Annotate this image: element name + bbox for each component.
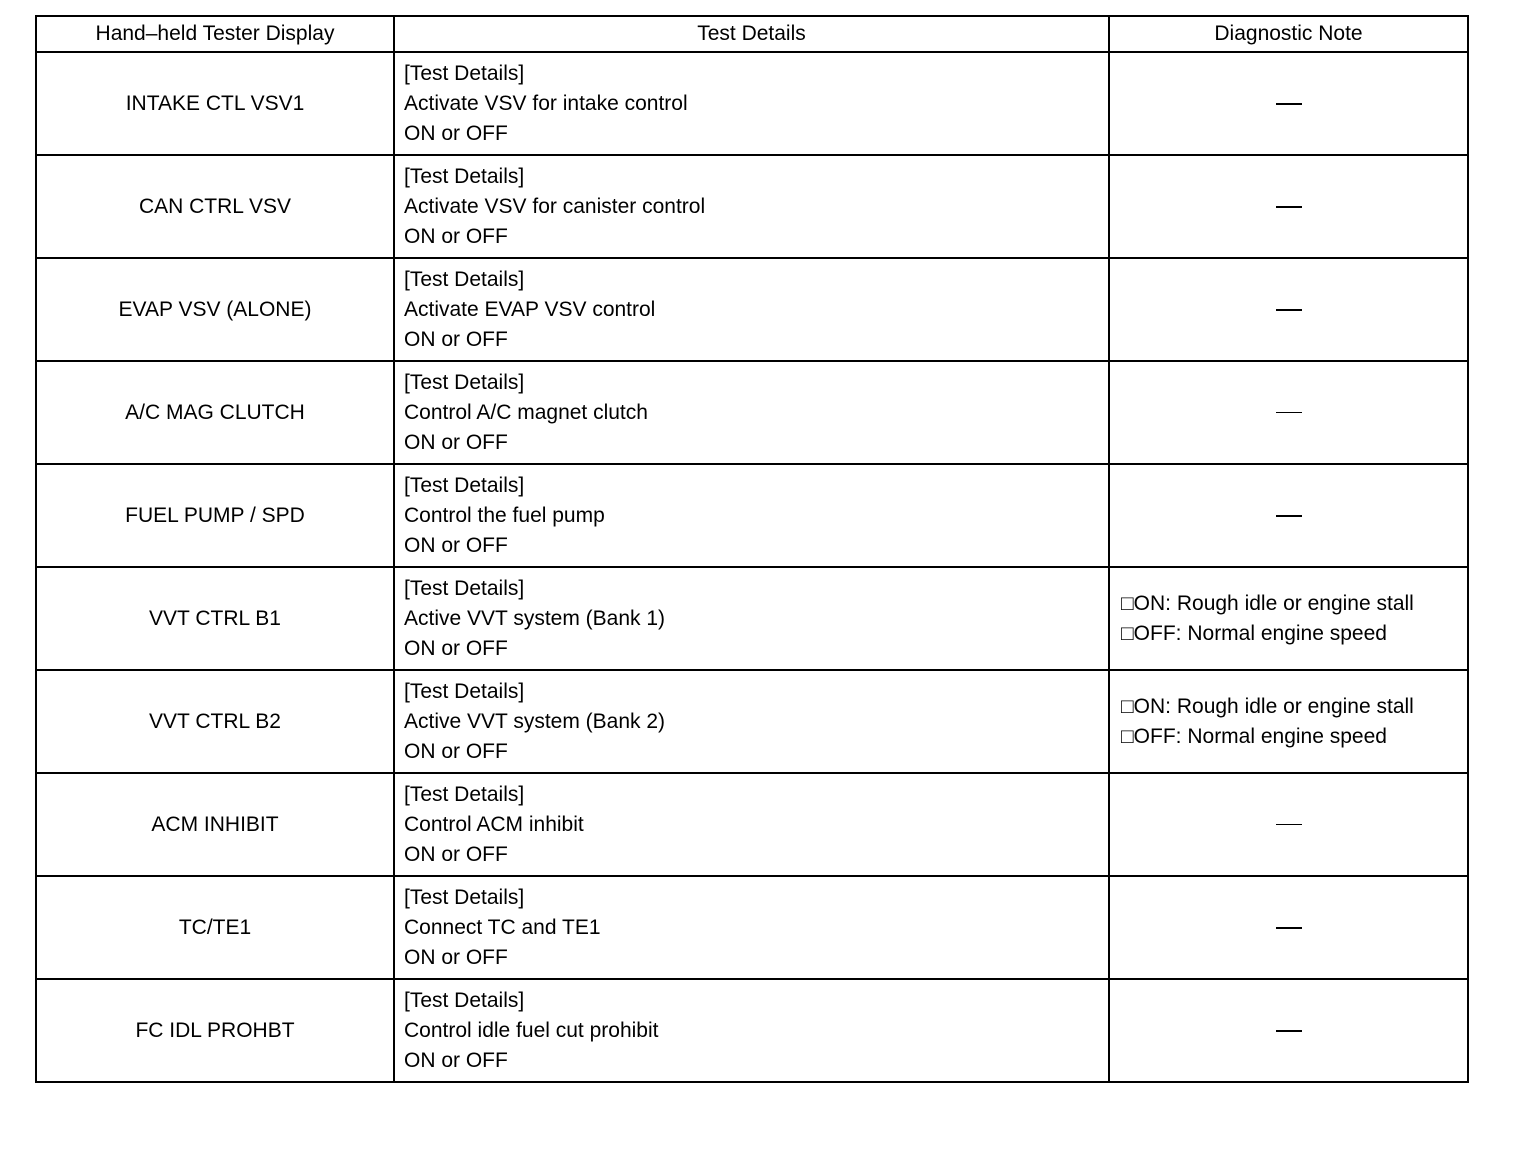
- table-body: [36, 52, 1468, 1082]
- test-details-line: Control the fuel pump: [404, 503, 605, 527]
- tester-display-cell: INTAKE CTL VSV1: [36, 52, 394, 155]
- test-details-line: [Test Details]: [404, 164, 525, 188]
- tester-display-cell: TC/TE1: [36, 876, 394, 979]
- test-details-line: Control idle fuel cut prohibit: [404, 1018, 659, 1042]
- test-details-cell: [394, 361, 1109, 464]
- diagnostic-note-line: □ON: Rough idle or engine stall: [1121, 591, 1414, 615]
- test-details-line: Activate EVAP VSV control: [404, 297, 656, 321]
- test-details-line: [Test Details]: [404, 473, 525, 497]
- tester-display-cell: VVT CTRL B1: [36, 567, 394, 670]
- test-details-line: Activate VSV for canister control: [404, 194, 706, 218]
- table-row: [36, 258, 1468, 361]
- no-note-dash: [1276, 309, 1302, 311]
- table-row: [36, 361, 1468, 464]
- test-details-line: [Test Details]: [404, 679, 525, 703]
- table-row: [36, 155, 1468, 258]
- tester-display-cell: FC IDL PROHBT: [36, 979, 394, 1082]
- test-details-line: [Test Details]: [404, 267, 525, 291]
- test-details-line: ON or OFF: [404, 121, 508, 145]
- active-test-table: [35, 15, 1469, 1083]
- diagnostic-note-cell: [1109, 155, 1468, 258]
- tester-display-cell: EVAP VSV (ALONE): [36, 258, 394, 361]
- no-note-dash: [1276, 412, 1302, 413]
- diagnostic-note-cell: [1109, 464, 1468, 567]
- test-details-line: ON or OFF: [404, 842, 508, 866]
- test-details-line: ON or OFF: [404, 533, 508, 557]
- header-diagnostic-note: Diagnostic Note: [1109, 16, 1468, 52]
- test-details-line: Control A/C magnet clutch: [404, 400, 648, 424]
- no-note-dash: [1276, 515, 1302, 517]
- no-note-dash: [1276, 824, 1302, 825]
- test-details-cell: [394, 155, 1109, 258]
- test-details-cell: [394, 773, 1109, 876]
- diagnostic-note-cell: [1109, 876, 1468, 979]
- test-details-line: ON or OFF: [404, 430, 508, 454]
- table-row: [36, 773, 1468, 876]
- tester-display-cell: VVT CTRL B2: [36, 670, 394, 773]
- table-row: [36, 567, 1468, 670]
- table-row: [36, 876, 1468, 979]
- test-details-line: ON or OFF: [404, 636, 508, 660]
- test-details-line: Active VVT system (Bank 2): [404, 709, 666, 733]
- table-row: [36, 670, 1468, 773]
- test-details-line: ON or OFF: [404, 739, 508, 763]
- test-details-line: Control ACM inhibit: [404, 812, 584, 836]
- tester-display-cell: FUEL PUMP / SPD: [36, 464, 394, 567]
- diagnostic-note-cell: [1109, 979, 1468, 1082]
- header-tester-display: Hand–held Tester Display: [36, 16, 394, 52]
- test-details-cell: [394, 464, 1109, 567]
- test-details-line: ON or OFF: [404, 945, 508, 969]
- diagnostic-note-cell: [1109, 670, 1468, 773]
- test-details-cell: [394, 567, 1109, 670]
- test-details-line: [Test Details]: [404, 988, 525, 1012]
- test-details-line: ON or OFF: [404, 1048, 508, 1072]
- test-details-cell: [394, 876, 1109, 979]
- tester-display-cell: CAN CTRL VSV: [36, 155, 394, 258]
- test-details-line: [Test Details]: [404, 782, 525, 806]
- diagnostic-note-cell: [1109, 567, 1468, 670]
- table-row: [36, 52, 1468, 155]
- test-details-cell: [394, 52, 1109, 155]
- test-details-line: ON or OFF: [404, 224, 508, 248]
- test-details-line: Active VVT system (Bank 1): [404, 606, 666, 630]
- diagnostic-note-cell: [1109, 52, 1468, 155]
- no-note-dash: [1276, 1030, 1302, 1032]
- no-note-dash: [1276, 103, 1302, 105]
- test-details-line: ON or OFF: [404, 327, 508, 351]
- diagnostic-note-cell: [1109, 773, 1468, 876]
- diagnostic-note-cell: [1109, 258, 1468, 361]
- diagnostic-note-line: □ON: Rough idle or engine stall: [1121, 694, 1414, 718]
- test-details-line: [Test Details]: [404, 370, 525, 394]
- no-note-dash: [1276, 206, 1302, 208]
- test-details-cell: [394, 670, 1109, 773]
- table-row: [36, 464, 1468, 567]
- test-details-cell: [394, 979, 1109, 1082]
- test-details-line: [Test Details]: [404, 61, 525, 85]
- tester-display-cell: ACM INHIBIT: [36, 773, 394, 876]
- no-note-dash: [1276, 927, 1302, 929]
- test-details-cell: [394, 258, 1109, 361]
- test-details-line: Activate VSV for intake control: [404, 91, 688, 115]
- test-details-line: [Test Details]: [404, 576, 525, 600]
- table-header-row: [36, 16, 1468, 52]
- diagnostic-note-cell: [1109, 361, 1468, 464]
- diagnostic-note-line: □OFF: Normal engine speed: [1121, 724, 1387, 748]
- header-test-details: Test Details: [394, 16, 1109, 52]
- diagnostic-note-line: □OFF: Normal engine speed: [1121, 621, 1387, 645]
- test-details-line: Connect TC and TE1: [404, 915, 601, 939]
- table-row: [36, 979, 1468, 1082]
- test-details-line: [Test Details]: [404, 885, 525, 909]
- tester-display-cell: A/C MAG CLUTCH: [36, 361, 394, 464]
